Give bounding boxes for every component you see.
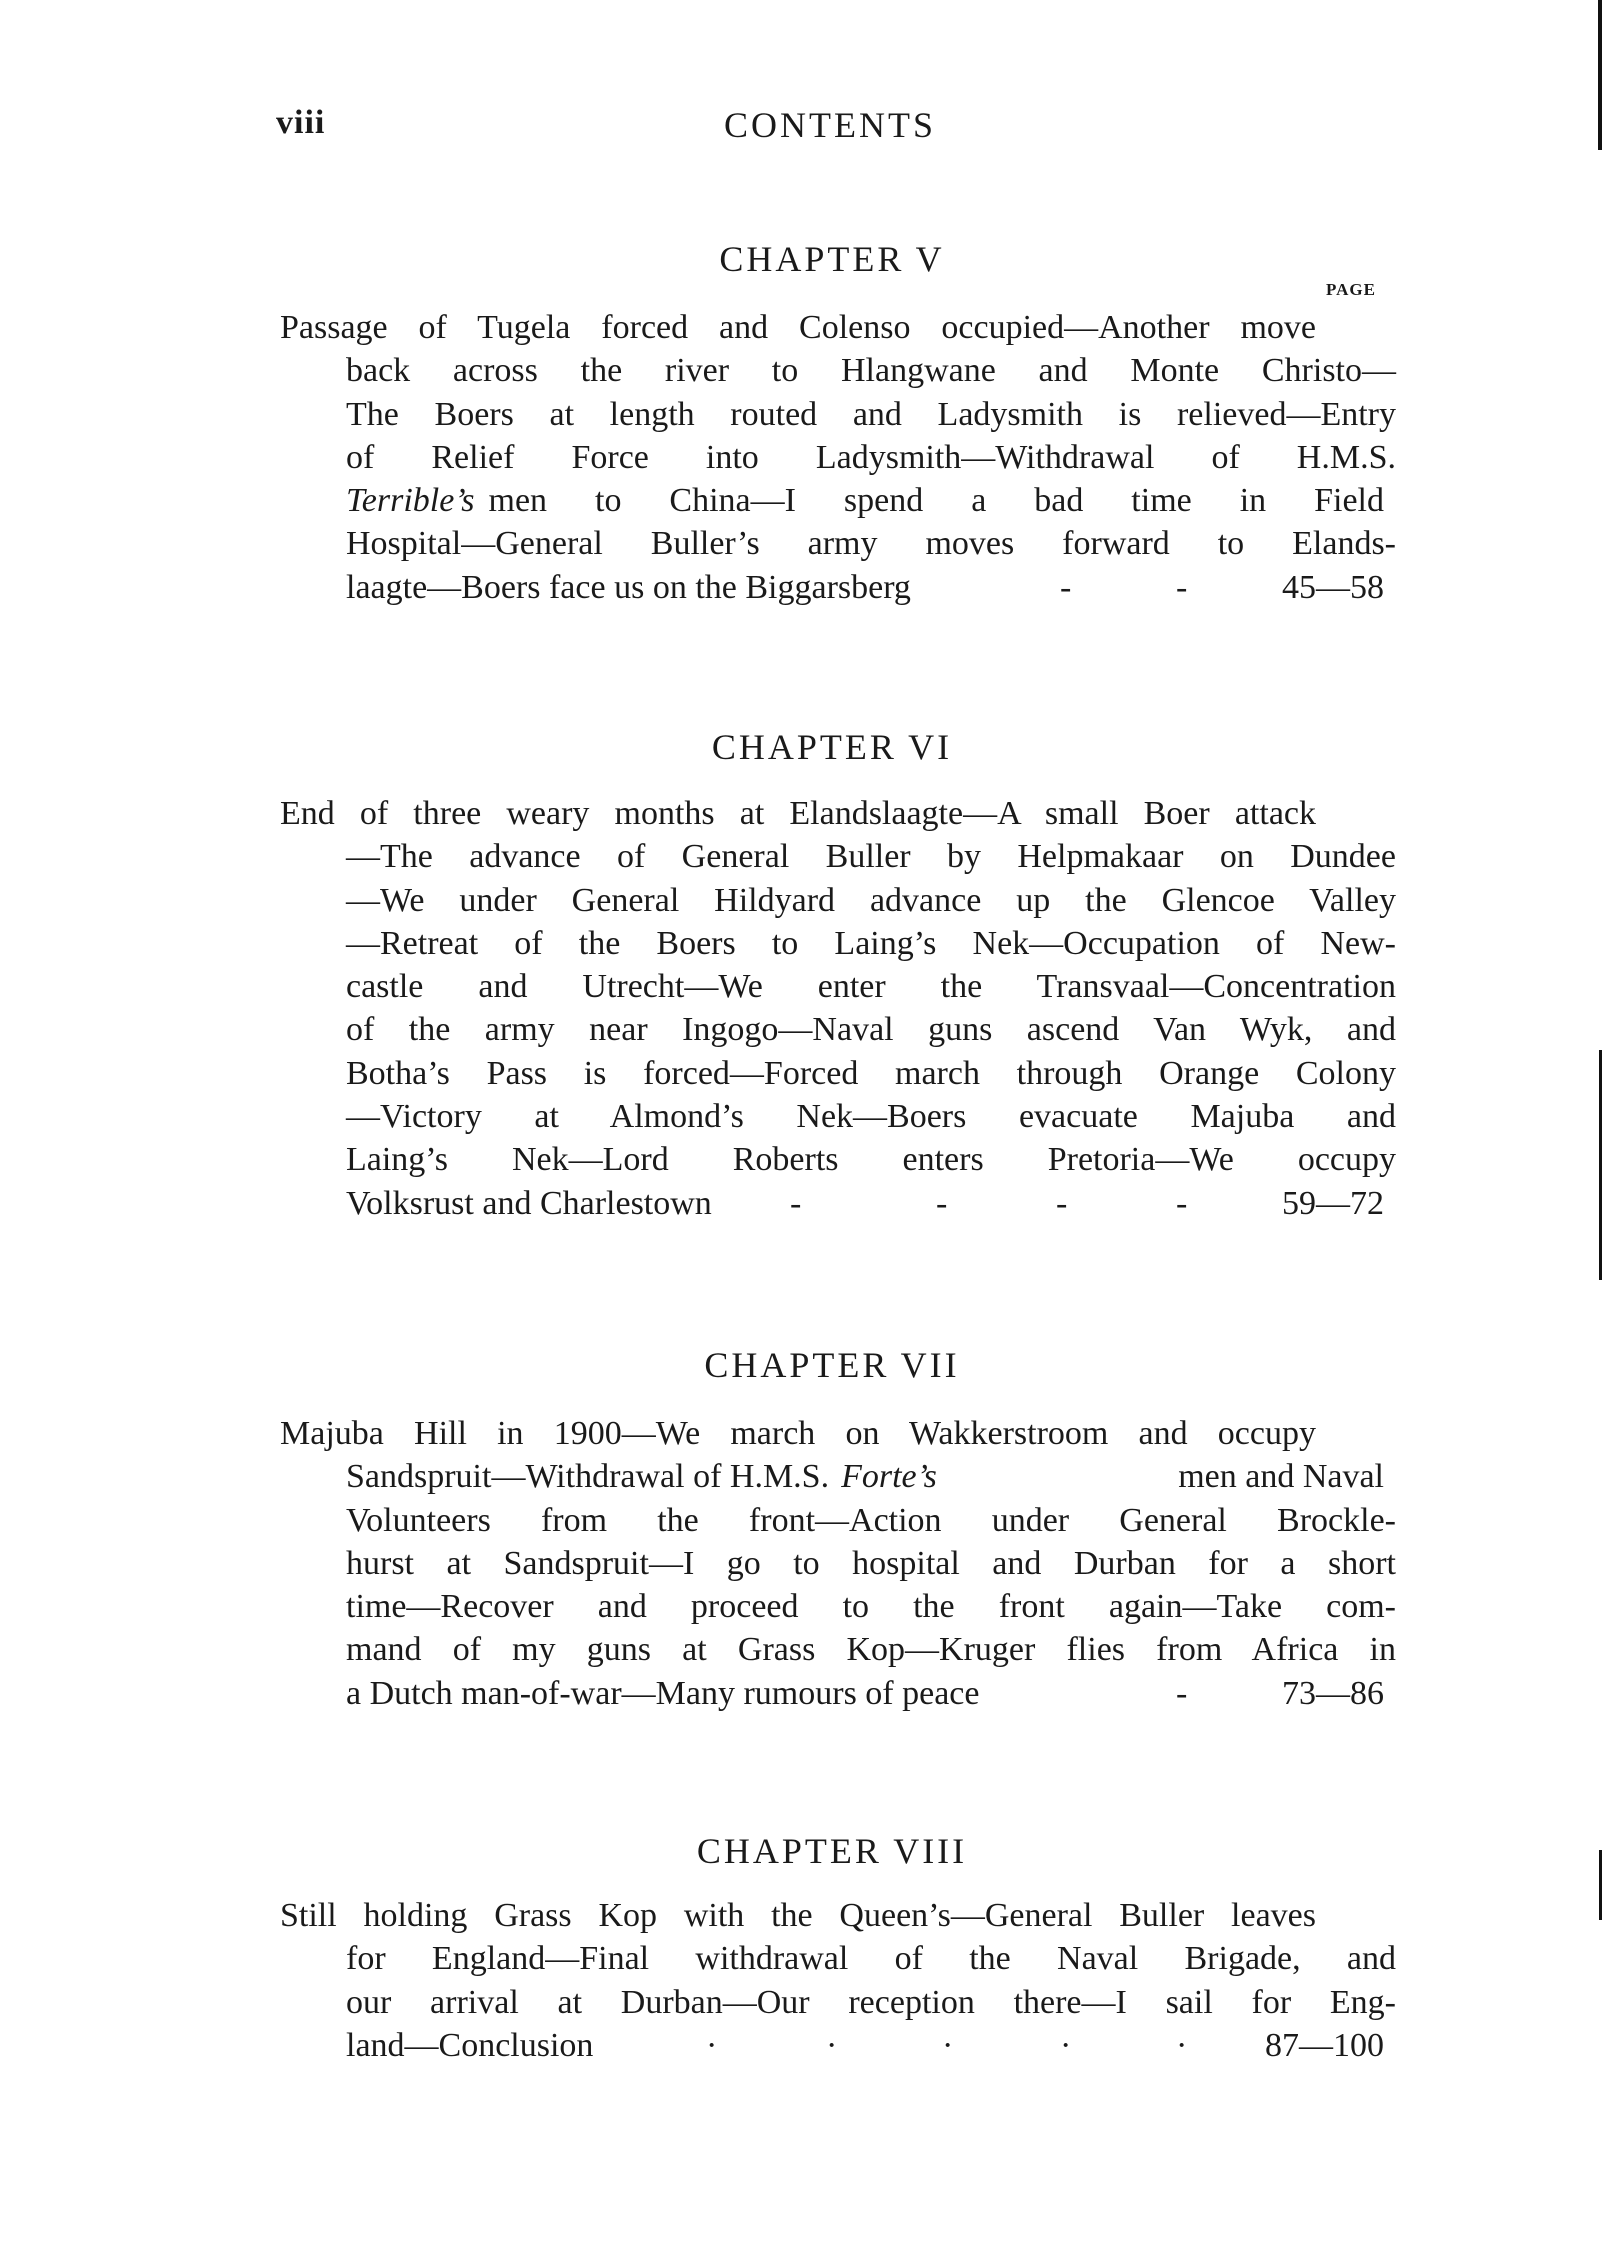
summary-line: Passage of Tugela forced and Colenso occupied—Another move [280,309,1316,346]
summary-line: Majuba Hill in 1900—We march on Wakkerstroom and occupy [280,1415,1316,1452]
chapter-viii-entry [280,1830,1396,2090]
chapter-title: CHAPTER V [719,239,945,279]
summary-line: The Boers at length routed and Ladysmith is relieved—Entry [346,395,1396,433]
chapter-title: CHAPTER VI [711,727,953,767]
chapter-title: CHAPTER VII [704,1345,960,1385]
summary-line: hurst at Sandspruit—I go to hospital and Durban for a short [346,1544,1396,1582]
summary-line: Botha’s Pass is forced—Forced march through Orange Colony [346,1054,1396,1092]
summary-line: time—Recover and proceed to the front again—Take com- [346,1588,1396,1626]
summary-line: Sandspruit—Withdrawal of H.M.S. [346,1458,830,1496]
chapter-v-entry [280,238,1396,638]
summary-line: Hospital—General Buller’s army moves forward to Elands- [346,525,1396,563]
summary-line: laagte—Boers face us on the Biggarsberg [346,568,911,606]
dot-leaders: - - [1060,568,1188,606]
ship-name-italic: Terrible’s [346,482,475,520]
page-number: viii [276,104,326,141]
dot-leaders: - [1176,1674,1188,1712]
chapter-vi-entry [280,726,1396,1256]
summary-line: of Relief Force into Ladysmith—Withdrawal of H.M.S. [346,438,1396,476]
summary-line: of the army near Ingogo—Naval guns ascend Van Wyk, and [346,1011,1396,1049]
chapter-vii-entry [280,1344,1396,1744]
chapter-summary [280,792,1396,1225]
summary-line: men to China—I spend a bad time in Field [488,482,1384,520]
page-range: 45—58 [1282,568,1384,606]
chapter-title: CHAPTER VIII [696,1831,968,1871]
summary-line: Volunteers from the front—Action under General Brockle- [346,1501,1396,1539]
summary-line: men and Naval [1178,1458,1384,1496]
summary-line: back across the river to Hlangwane and Monte Christo— [346,352,1396,390]
chapter-summary [280,306,1396,609]
dot-leaders: · · · · · [706,2026,1188,2064]
summary-line: End of three weary months at Elandslaagte—A small Boer attack [280,795,1316,832]
scan-edge-mark [1599,1050,1602,1280]
scan-edge-mark [1598,0,1602,150]
summary-line: Laing’s Nek—Lord Roberts enters Pretoria—We occupy [346,1141,1396,1179]
page-range: 73—86 [1282,1674,1384,1712]
summary-line: —The advance of General Buller by Helpmakaar on Dundee [346,838,1396,876]
summary-line: land—Conclusion [346,2026,594,2064]
page-range: 59—72 [1282,1184,1384,1222]
summary-line: mand of my guns at Grass Kop—Kruger flies from Africa in [346,1631,1396,1669]
dot-leaders: - - - - [790,1184,1188,1222]
summary-line: Volksrust and Charlestown [346,1184,712,1222]
summary-line: Still holding Grass Kop with the Queen’s—General Buller leaves [280,1897,1316,1934]
chapter-summary [280,1412,1396,1715]
summary-line: —Retreat of the Boers to Laing’s Nek—Occupation of New- [346,924,1396,962]
summary-line: a Dutch man-of-war—Many rumours of peace [346,1674,980,1712]
chapter-summary [280,1894,1396,2067]
scan-edge-mark [1599,1850,1602,1920]
summary-line: our arrival at Durban—Our reception there—I sail for Eng- [346,1983,1396,2021]
summary-line: for England—Final withdrawal of the Naval Brigade, and [346,1940,1396,1978]
summary-line: —We under General Hildyard advance up the Glencoe Valley [346,881,1396,919]
summary-line: —Victory at Almond’s Nek—Boers evacuate Majuba and [346,1098,1396,1136]
page-column-label: PAGE [1326,280,1376,299]
ship-name-italic: Forte’s [841,1458,937,1496]
running-title: CONTENTS [724,105,936,145]
summary-line: castle and Utrecht—We enter the Transvaal—Concentration [346,968,1396,1006]
running-head [276,104,1376,154]
page-range: 87—100 [1265,2026,1384,2064]
